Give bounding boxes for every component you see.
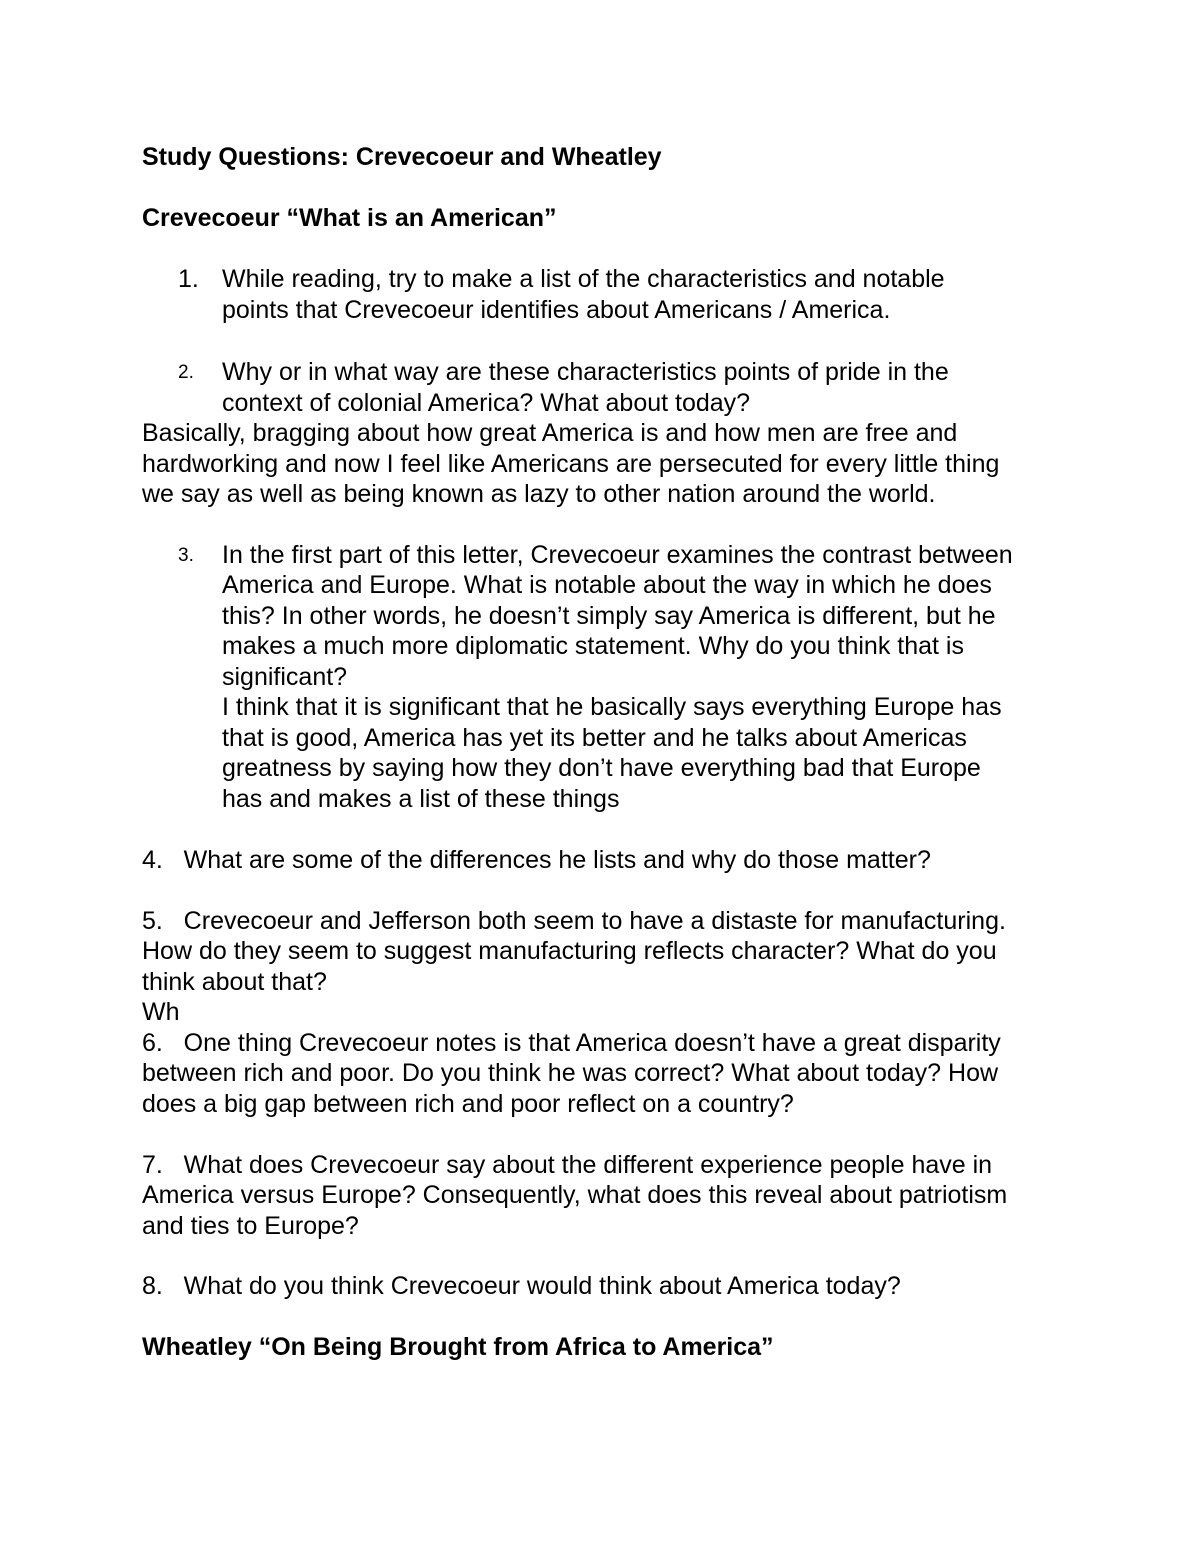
answer-2-line: hardworking and now I feel like Americans are persecuted for every little thing bbox=[142, 450, 1000, 478]
question-3-line: In the first part of this letter, Crevecoeur examines the contrast between bbox=[222, 541, 1013, 569]
question-3-line: this? In other words, he doesn’t simply say America is different, but he bbox=[222, 602, 996, 630]
question-number: 3. bbox=[178, 545, 194, 566]
question-7-line: America versus Europe? Consequently, what does this reveal about patriotism bbox=[142, 1181, 1008, 1209]
question-3-line: significant? bbox=[222, 663, 348, 691]
section-heading-crevecoeur: Crevecoeur “What is an American” bbox=[142, 204, 557, 232]
question-5-line: 5. Crevecoeur and Jefferson both seem to have a distaste for manufacturing. bbox=[142, 907, 1006, 935]
question-6-line: between rich and poor. Do you think he was correct? What about today? How bbox=[142, 1059, 999, 1087]
question-7-line: 7. What does Crevecoeur say about the different experience people have in bbox=[142, 1151, 993, 1179]
page-title: Study Questions: Crevecoeur and Wheatley bbox=[142, 143, 662, 171]
question-3-line: America and Europe. What is notable about the way in which he does bbox=[222, 571, 992, 599]
question-number: 2. bbox=[178, 362, 194, 383]
question-8-line: 8. What do you think Crevecoeur would think about America today? bbox=[142, 1272, 901, 1300]
answer-2-line: Basically, bragging about how great America is and how men are free and bbox=[142, 419, 958, 447]
answer-3-line: I think that it is significant that he basically says everything Europe has bbox=[222, 693, 1002, 721]
question-4-line: 4. What are some of the differences he lists and why do those matter? bbox=[142, 846, 931, 874]
question-2-line: Why or in what way are these characteristics points of pride in the bbox=[222, 358, 949, 386]
answer-3-line: greatness by saying how they don’t have everything bad that Europe bbox=[222, 754, 981, 782]
question-5-line: How do they seem to suggest manufacturing reflects character? What do you bbox=[142, 937, 997, 965]
question-1-line: points that Crevecoeur identifies about Americans / America. bbox=[222, 296, 891, 324]
answer-5-line: Wh bbox=[142, 998, 180, 1026]
answer-3-line: that is good, America has yet its better and he talks about Americas bbox=[222, 724, 967, 752]
question-5-line: think about that? bbox=[142, 968, 327, 996]
question-7-line: and ties to Europe? bbox=[142, 1212, 359, 1240]
answer-3-line: has and makes a list of these things bbox=[222, 785, 620, 813]
question-number: 1. bbox=[178, 265, 199, 293]
question-1-line: While reading, try to make a list of the characteristics and notable bbox=[222, 265, 945, 293]
question-6-line: does a big gap between rich and poor reflect on a country? bbox=[142, 1090, 794, 1118]
section-heading-wheatley: Wheatley “On Being Brought from Africa to America” bbox=[142, 1333, 774, 1361]
question-3-line: makes a much more diplomatic statement. Why do you think that is bbox=[222, 632, 964, 660]
answer-2-line: we say as well as being known as lazy to other nation around the world. bbox=[142, 480, 936, 508]
question-6-line: 6. One thing Crevecoeur notes is that America doesn’t have a great disparity bbox=[142, 1029, 1001, 1057]
question-2-line: context of colonial America? What about today? bbox=[222, 389, 751, 417]
